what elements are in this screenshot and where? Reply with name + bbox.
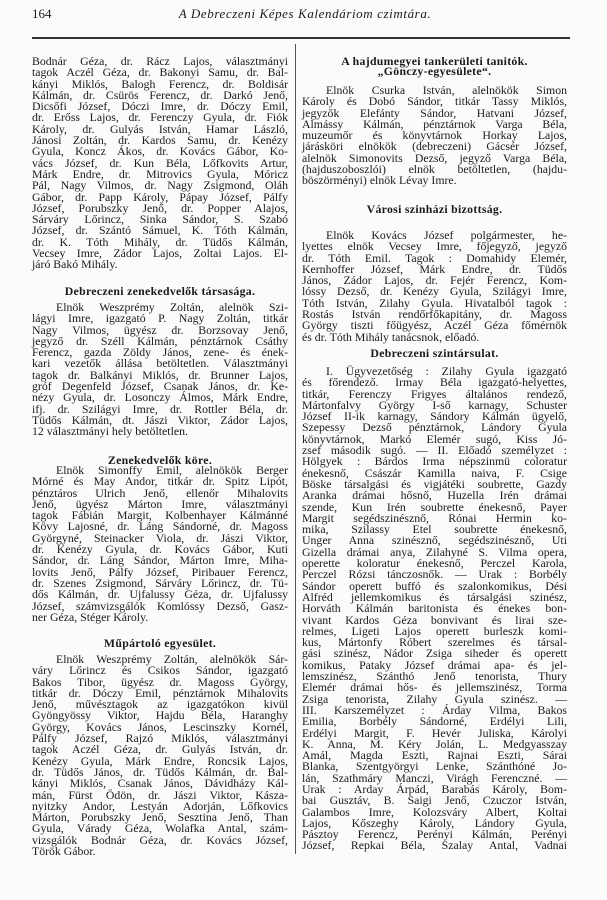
text-line: titkár, Ferenczy Frigyes általános rendező, (302, 386, 567, 401)
text-line: Elnök Weszprémy Zoltán, alelnökök Sár- (56, 652, 288, 666)
text-line: Károly és Dobó Sándor, titkár Tassy Miklós, (302, 94, 567, 109)
text-line: Jánosi Zoltán, dr. Kardos Samu, dr. Kenézy (32, 133, 288, 148)
text-line: mika, Szilassy Etel soubrette énekesnő, (302, 522, 567, 537)
text-line: könyvtárnok, Markó Elemér sugó, Kiss Jó- (302, 431, 567, 446)
text-line: Márk Endre, dr. Mitrovics Gyula, Móricz (32, 166, 288, 181)
text-line: alelnök Simonovits Dezső, jegyző Varga Béla, (302, 150, 567, 165)
text-line: Tóth István, Zilahy Gyula. Hivatalból tagok : (302, 295, 567, 310)
paragraph (32, 465, 288, 623)
text-line: Mártonfalvy György I-ső karnagy, Schuster (302, 397, 567, 412)
text-line: Károly, dr. Gulyás István, Hamar László, (32, 121, 288, 136)
paragraph (32, 302, 288, 438)
text-line: Horváth Kálmán baritonista és énekes bon- (302, 601, 567, 616)
text-line: lyettes elnök Vecsey Imre, főjegyző, jegyző (302, 239, 567, 254)
text-line: Kövy Lajosné, dr. Láng Sándorné, dr. Magoss (32, 519, 288, 534)
text-line: Lajos, Kőszeghy Károly, Lándory Gyula, (302, 815, 567, 830)
text-line: József, számvizsgálók Komlóssy Dezső, Gasz- (32, 598, 288, 613)
text-line: Gábor, dr. Papp Károly, Pápay József, Pálfy (32, 189, 288, 204)
section-heading (302, 204, 567, 214)
text-line: Urak : Arday Árpád, Barabás Károly, Bom- (302, 781, 567, 796)
text-line: Kálmán, dr. Csürös Ferencz, dr. Darkó Jenő, (32, 87, 288, 102)
text-line: Dicsőfi József, Dóczi Imre, dr. Dóczy Emil, (32, 99, 288, 114)
text-line: Elnök Csurka István, alelnökök Simon (326, 83, 567, 97)
text-line: lemszinész, Szánthó Jenő tenorista, Thury (302, 669, 567, 684)
text-line: lóssy Dezső, dr. Kenézy Gyula, Szilágyi Imre, (302, 284, 567, 299)
text-line: jegyző dr. Széll Kálmán, pénztárnok Csáthy (32, 333, 288, 348)
text-line: lágyi Imre, igazgató P. Nagy Zoltán, titkár (32, 311, 288, 326)
text-line: pénztáros Ulrich Jenő, ellenőr Mihalovits (32, 485, 288, 500)
text-line: Blanka, Szentgyörgyi Lenke, Szánthóné Jo- (302, 759, 567, 774)
text-line: operette koloratur énekesnő, Perczel Karola, (302, 556, 567, 571)
text-line: Tüdős Kálmán, dt. Jászi Viktor, Zádor Lajos, (32, 412, 288, 427)
text-line: (hajduszoboszlói) elnök betöltetlen, (hajdu- (302, 162, 567, 177)
text-line: váry Lőrincz és Csikos Sándor, igazgató (32, 663, 288, 678)
heading-line: Zenekedvelők köre. (107, 453, 213, 467)
text-line: Sárváry Lőrincz, Sinka Sándor, S. Szabó (32, 212, 288, 227)
text-line: Kenézy Gyula, Márk Endre, Roncsik Lajos, (32, 753, 288, 768)
text-line: I. Ügyvezetőség : Zilahy Gyula igazgató (326, 364, 567, 378)
text-line: ifj. dr. Szilágyi Imre, dr. Rottler Béla, dr. (32, 401, 288, 416)
text-line: György tiszti főügyész, Aczél Géza főmérnök (302, 318, 567, 333)
text-line: nyitzky Andor, Lestyán Adorján, Lőfkovics (32, 798, 288, 813)
text-line: János, Zádor Lajos, dr. Fejér Ferencz, Kom- (302, 273, 567, 288)
heading-line: A hajdumegyei tankerületi tanitók. (341, 54, 528, 68)
paragraph (32, 654, 288, 857)
text-line: Gyula, Várady Géza, Wolafka Antal, szám- (32, 821, 288, 836)
heading-line: „Gönczy-egyesülete“. (377, 64, 492, 78)
text-line: ner Géza, Stéger Károly. (32, 609, 149, 624)
text-line: József II-ik karnagy, Sándory Kálmán ügyelő, (302, 409, 567, 424)
text-line: lovits Jenő, Pálfy József, Piribauer Ferencz, (32, 564, 288, 579)
text-line: dr. Tüdős János, dr. Tüdős Kálmán, dr. Bal- (32, 764, 288, 779)
text-line: Jenő, ügyész Márton Imre, választmányi (32, 496, 288, 511)
text-line: komikus, Pataky József drámai apa- és jel- (302, 657, 567, 672)
text-line: böszörményi) elnök Lévay Imre. (302, 173, 457, 188)
text-line: és dr. Tóth Mihály tanácsnok, előadó. (302, 329, 480, 344)
text-line: Kernhoffer József, Márk Endre, dr. Tüdős (302, 261, 567, 276)
text-line: szende, Kun Irén soubrette énekesnő, Payer (302, 499, 567, 514)
text-line: Elnök Simonffy Emil, alelnökök Berger (56, 463, 288, 477)
text-line: titkár dr. Dóczy Emil, pénztárnok Mihalovits (32, 685, 288, 700)
text-line: dr. Erőss Lajos, dr. Ferenczy Gyula, dr. Fiók (32, 110, 288, 125)
section-heading (32, 638, 288, 648)
text-line: kus, Mártonfy Róbert szerelmes és társal- (302, 635, 567, 650)
text-line: kányi Miklós, Balogh Ferencz, dr. Boldisár (32, 76, 288, 91)
running-title: A Debreczeni Képes Kalendáriom czimtára. (178, 6, 432, 21)
paragraph (32, 56, 288, 271)
paragraph (302, 366, 567, 852)
text-line: Elemér drámai hős- és jellemszinész, Torma (302, 680, 567, 695)
text-line: jegyzők Elefánty Sándor, Hatvani József, (302, 105, 567, 120)
text-line: Pálfy József, Rajzó Miklós, választmányi (32, 731, 288, 746)
section-heading (302, 56, 567, 77)
page-number: 164 (32, 6, 52, 21)
text-line: Mórné és May Andor, titkár dr. Spitz Lipót, (32, 474, 288, 489)
text-line: Szepessy Dezső pénztárnok, Lándory Gyula (302, 420, 567, 435)
text-line: Rostás István rendőrfőkapitány, dr. Magoss (302, 307, 567, 322)
text-line: József, dr. Szántó Sámuel, K. Tóth Kálmán, (32, 223, 288, 238)
text-line: muzeumőr és könyvtárnok Horkay Lajos, (302, 128, 567, 143)
text-line: Emilia, Borbély Sándorné, Erdélyi Lili, (302, 714, 567, 729)
section-heading (32, 286, 288, 296)
text-line: énekesnő, Császár Kamilla naiva, F. Csige (302, 465, 567, 480)
text-line: Galambos Imre, Kolozsváry Albert, Koltai (302, 804, 567, 819)
text-line: tagok Aczél Géza, dr. Bakonyi Samu, dr. Bal- (32, 65, 288, 80)
text-line: lán, Szathmáry Manczi, Virágh Ferenczné. — (302, 770, 567, 785)
text-line: Böske társalgási és vigjátéki soubrette, Gazdy (302, 476, 567, 491)
text-line: Aranka drámai hősnő, Huzella Irén drámai (302, 488, 567, 503)
text-line: Török Gábor. (32, 844, 96, 859)
text-line: és főrendező. Irmay Béla igazgató-helyettes, (302, 375, 567, 390)
heading-line: Debreczeni zenekedvelők társasága. (64, 284, 256, 298)
text-line: járó Bakó Mihály. (32, 257, 118, 272)
text-line: Amál, Magda Eszti, Rajnai Eszti, Sárai (302, 748, 567, 763)
text-line: Elnök Kovács József polgármester, he- (326, 228, 567, 242)
text-line: Sándor, dr. Láng Sándor, Márton Imre, Miha- (32, 553, 288, 568)
text-line: Gyöngyössy Viktor, Hajdu Béla, Haranghy (32, 708, 288, 723)
text-line: Erdélyi Margit, F. Hevér Juliska, Károlyi (302, 725, 567, 740)
text-line: kányi Miklós, Csanak János, Dávidházy Kál- (32, 776, 288, 791)
text-line: Alfréd jellemkomikus és társalgási szinész, (302, 589, 567, 604)
column-divider (295, 44, 296, 854)
text-line: Bodnár Géza, dr. Rácz Lajos, választmányi (32, 54, 288, 68)
text-line: járásköri elnökök (debreczeni) Gácsér József, (302, 139, 567, 154)
text-line: György, Kovács János, Lescinszky Kornél, (32, 719, 288, 734)
text-line: Gizella drámai anya, Zilahyné S. Vilma opera, (302, 544, 567, 559)
text-line: nézy Gyula, dr. Losonczy Álmos, Márk Endre, (32, 390, 288, 405)
text-line: Vecsey Imre, Zádor Lajos, Zoltai Lajos. El- (32, 246, 288, 261)
text-line: gróf Degenfeld József, Csanak János, dr. Ke- (32, 379, 288, 394)
text-line: Györgyné, Steinacker Viola, dr. Jászi Viktor, (32, 530, 288, 545)
text-line: Hölgyek : Bárdos Irma népszinmü coloratur (302, 454, 567, 469)
text-line: Unger Anna szinésznő, segédszinésznő, Uti (302, 533, 567, 548)
text-line: gási szinész, Nádor Zsiga siheder és operett (302, 646, 567, 661)
text-line: mán, Fürst Ödön, dr. Jászi Viktor, Kásza- (32, 787, 288, 802)
text-line: tagok Aczél Géza, dr. Gulyás István, dr. (32, 742, 288, 757)
text-line: dr. Kenézy Gyula, dr. Kovács Gábor, Kuti (32, 542, 288, 557)
text-line: dős Kálmán, dr. Ujfalussy Géza, dr. Ujfalussy (32, 587, 288, 602)
text-line: Margit segédszinésznő, Rónai Hermin ko- (302, 510, 567, 525)
text-line: Sándor operett buffó és szalonkomikus, Dési (302, 578, 567, 593)
text-line: Almássy Kálmán, pénztárnok Varga Béla, (302, 116, 567, 131)
paragraph (302, 230, 567, 343)
text-line: dr. Tóth Emil. Tagok : Domahidy Elemér, (302, 250, 567, 265)
text-line: Bakos Tibor, ügyész dr. Magoss György, (32, 674, 288, 689)
text-line: zsef második sugó. — II. Előadó személyzet : (302, 443, 567, 458)
paragraph (302, 85, 567, 187)
text-line: relmes, Ligeti Lajos operett burleszk komi- (302, 623, 567, 638)
text-line: Jenő, művésztagok az igazgatókon kivül (32, 697, 288, 712)
text-line: Elnök Weszprémy Zoltán, alelnök Szi- (56, 300, 288, 314)
text-line: bai Gusztáv, B. Saigi Jenő, Czuczor István, (302, 793, 567, 808)
heading-line: Debreczeni szintársulat. (370, 346, 499, 360)
text-line: kari vezetők állása betöltetlen. Választmányi (32, 356, 288, 371)
text-line: dr. K. Tóth Mihály, dr. Tüdős Kálmán, (32, 234, 288, 249)
heading-line: Műpártoló egyesület. (103, 636, 217, 650)
text-line: Ferencz, gazda Zöldy János, zene- és ének- (32, 345, 288, 360)
text-line: K. Anna, M. Kéry Jolán, L. Medgyasszay (302, 736, 567, 751)
text-line: 12 választmányi hely betöltetlen. (32, 424, 188, 439)
text-line: Perczel Rózsi tánczosnők. — Urak : Borbély (302, 567, 567, 582)
text-line: Pál, Nagy Vilmos, dr. Nagy Zsigmond, Oláh (32, 178, 288, 193)
text-line: Zsiga tenorista, Zilahy Gyula szinész. — (302, 691, 567, 706)
text-line: Pásztoy Ferencz, Perényi Kálmán, Perényi (302, 827, 567, 842)
text-line: tagok Fábián Margit, Kolbenhayer Kálmánné (32, 508, 288, 523)
header-rule (32, 37, 570, 39)
text-line: Nagy Vilmos, ügyész dr. Borzsovay Jenő, (32, 322, 288, 337)
text-line: József, Repkai Béla, Szalay Antal, Vadnai (302, 838, 567, 853)
text-line: Gyula, Koncz Ákos, dr. Kovács Gábor, Ko- (32, 144, 288, 159)
text-line: vivant Kardos Géza bonvivant és lirai sze- (302, 612, 567, 627)
text-line: vács József, dr. Kun Béla, Lőfkovits Artur, (32, 155, 288, 170)
text-line: Márton, Porubszky Jenő, Sesztina Jenő, Than (32, 810, 288, 825)
text-line: tagok dr. Balkányi Miklós, dr. Brunner Lajos, (32, 367, 288, 382)
section-heading (302, 348, 567, 358)
text-line: vizsgálók Bodnár Géza, dr. Kovács József, (32, 832, 288, 847)
text-line: József, Porubszky Jenő, dr. Popper Alajos, (32, 200, 288, 215)
heading-line: Városi szinházi bizottság. (366, 202, 503, 216)
text-line: III. Karszemélyzet : Árday Vilma, Bakos (302, 702, 567, 717)
text-line: dr. Szenes Zsigmond, Sárváry Lőrincz, dr. Tü- (32, 575, 288, 590)
